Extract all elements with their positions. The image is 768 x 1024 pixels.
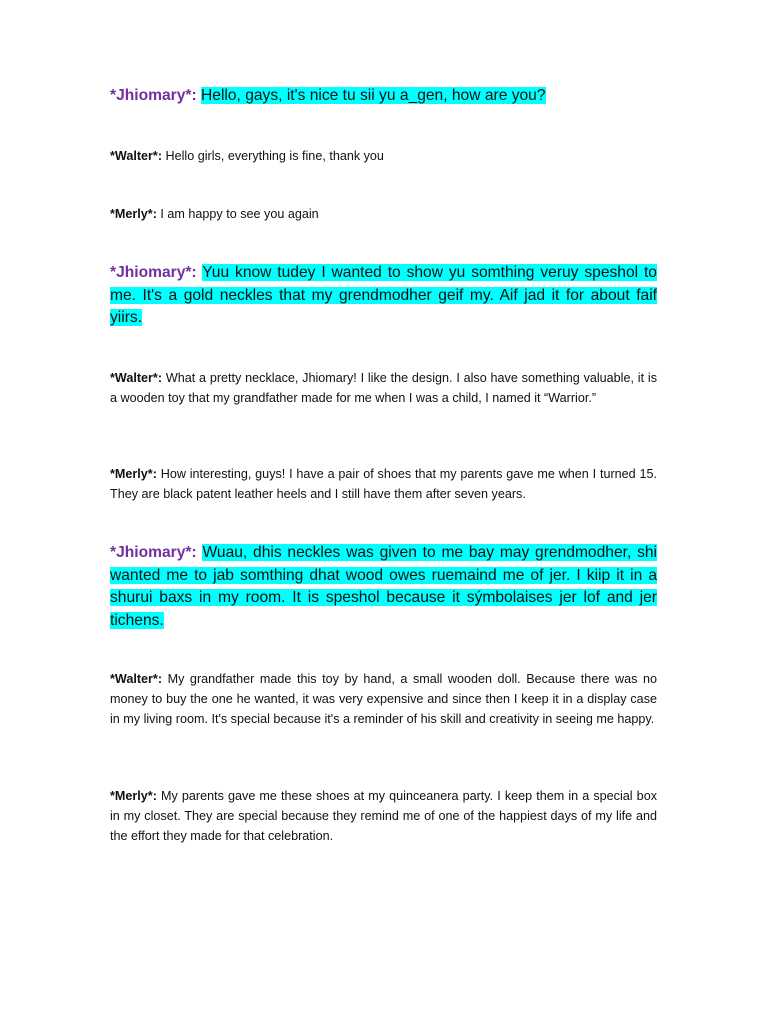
line-text: Hello girls, everything is fine, thank you	[165, 149, 384, 163]
dialogue-line-walter	[110, 368, 657, 408]
dialogue-line-merly	[110, 464, 657, 504]
dialogue-line-merly	[110, 204, 657, 224]
line-text: My parents gave me these shoes at my quinceanera party. I keep them in a special box in my closet. They are special because they remind me of one of the happiest days of my life and the effort they made for that celebration.	[110, 789, 657, 843]
dialogue-line-walter	[110, 146, 657, 166]
line-text: What a pretty necklace, Jhiomary! I like the design. I also have something valuable, it is a wooden toy that my grandfather made for me when I was a child, I named it “Warrior.”	[110, 371, 657, 405]
highlighted-text: Yuu know tudey I wanted to show yu somthing veruy speshol to me. It's a gold neckles that my grendmodher geif my. Aif jad it for about faif yiirs.	[110, 264, 657, 327]
speaker-name: *Merly*:	[110, 789, 157, 803]
speaker-name: *Walter*:	[110, 149, 163, 163]
speaker-name: *Merly*:	[110, 467, 157, 481]
dialogue-line-jhiomary	[110, 542, 657, 632]
speaker-name: *Merly*:	[110, 207, 157, 221]
line-text: My grandfather made this toy by hand, a small wooden doll. Because there was no money to buy the one he wanted, it was very expensive and since then I keep it in a display case in my living room. It's special because it's a reminder of his skill and creativity in seeing me happy.	[110, 672, 657, 726]
speaker-name: *Jhiomary*:	[110, 544, 197, 561]
highlighted-text: Hello, gays, it's nice tu sii yu a_gen, how are you?	[201, 87, 546, 104]
dialogue-line-merly	[110, 786, 657, 846]
dialogue-line-jhiomary	[110, 85, 657, 108]
speaker-name: *Walter*:	[110, 371, 163, 385]
highlighted-text: Wuau, dhis neckles was given to me bay may grendmodher, shi wanted me to jab somthing dhat wood owes ruemaind me of jer. I kiip it in a shurui baxs in my room. It is speshol because it sýmbolaises jer lof and jer tichens.	[110, 544, 657, 629]
speaker-name: *Jhiomary*:	[110, 264, 197, 281]
dialogue-line-walter	[110, 669, 657, 729]
line-text: I am happy to see you again	[160, 207, 319, 221]
dialogue-line-jhiomary	[110, 262, 657, 330]
speaker-name: *Walter*:	[110, 672, 163, 686]
speaker-name: *Jhiomary*:	[110, 87, 197, 104]
line-text: How interesting, guys! I have a pair of shoes that my parents gave me when I turned 15. They are black patent leather heels and I still have them after seven years.	[110, 467, 657, 501]
